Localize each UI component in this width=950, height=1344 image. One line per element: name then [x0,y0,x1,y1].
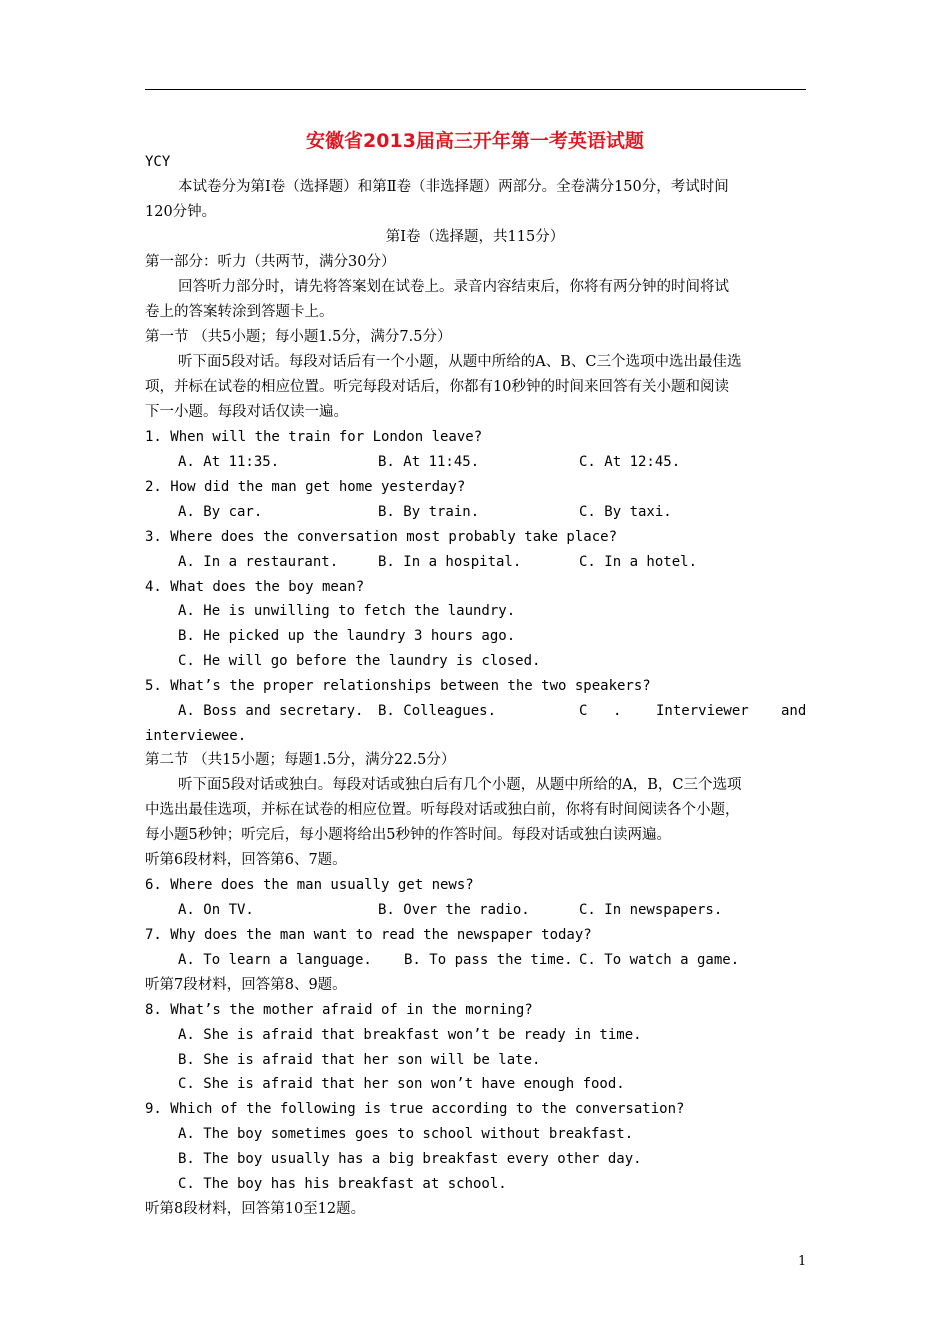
q3-stem: 3. Where does the conversation most probably take place? [145,529,618,545]
page-title: 安徽省2013届高三开年第一考英语试题 [306,130,644,152]
section1-heading: 第一节 （共5小题；每小题1.5分，满分7.5分） [145,329,452,345]
section2-instr-3: 每小题5秒钟；听完后，每小题将给出5秒钟的作答时间。每段对话或独白读两遍。 [145,827,671,843]
material6-heading: 听第6段材料，回答第6、7题。 [145,852,347,868]
q4-option-a: A. He is unwilling to fetch the laundry. [178,603,516,619]
listening-instr-2: 卷上的答案转涂到答题卡上。 [145,304,334,320]
q5-option-c-letter: C [579,703,588,719]
section1-instr-2: 项，并标在试卷的相应位置。听完每段对话后，你都有10秒钟的时间来回答有关小题和阅读 [145,379,729,395]
q7-option-c: C. To watch a game. [579,952,740,968]
intro-line-1: 本试卷分为第Ⅰ卷（选择题）和第Ⅱ卷（非选择题）两部分。全卷满分150分，考试时间 [178,179,729,195]
q8-option-b: B. She is afraid that her son will be late. [178,1052,541,1068]
q6-option-b: B. Over the radio. [378,902,530,918]
q5-option-b: B. Colleagues. [378,703,497,719]
q7-option-b: B. To pass the time. [404,952,573,968]
q2-option-c: C. By taxi. [579,504,672,520]
q1-stem: 1. When will the train for London leave? [145,429,483,445]
q5-option-c-dot: . [613,703,622,719]
header-rule [145,89,806,90]
q3-option-c: C. In a hotel. [579,554,698,570]
page-number: 1 [798,1254,807,1269]
q7-stem: 7. Why does the man want to read the newspaper today? [145,927,592,943]
q6-stem: 6. Where does the man usually get news? [145,877,474,893]
section1-instr-1: 听下面5段对话。每段对话后有一个小题，从题中所给的A、B、C三个选项中选出最佳选 [178,354,742,370]
q9-option-b: B. The boy usually has a big breakfast every other day. [178,1151,642,1167]
q3-option-a: A. In a restaurant. [178,554,339,570]
q5-option-c-cont: interviewee. [145,728,247,744]
q8-stem: 8. What’s the mother afraid of in the morning? [145,1002,533,1018]
q8-option-a: A. She is afraid that breakfast won’t be ready in time. [178,1027,642,1043]
q4-option-c: C. He will go before the laundry is closed. [178,653,541,669]
code-line: YCY [145,154,171,170]
q1-option-b: B. At 11:45. [378,454,480,470]
q1-option-c: C. At 12:45. [579,454,681,470]
part1-heading: 第Ⅰ卷（选择题，共115分） [385,229,565,245]
q4-stem: 4. What does the boy mean? [145,579,365,595]
q5-option-c-word1: Interviewer [656,703,749,719]
q2-stem: 2. How did the man get home yesterday? [145,479,466,495]
q5-option-a: A. Boss and secretary. [178,703,364,719]
q2-option-a: A. By car. [178,504,263,520]
listening-heading: 第一部分：听力（共两节，满分30分） [145,254,396,270]
q5-stem: 5. What’s the proper relationships between the two speakers? [145,678,651,694]
material8-heading: 听第8段材料，回答第10至12题。 [145,1201,366,1217]
q1-option-a: A. At 11:35. [178,454,280,470]
q5-option-c-word2: and [781,703,807,719]
section2-heading: 第二节 （共15小题；每题1.5分，满分22.5分） [145,752,456,768]
q2-option-b: B. By train. [378,504,480,520]
intro-line-2: 120分钟。 [145,204,217,220]
listening-instr-1: 回答听力部分时，请先将答案划在试卷上。录音内容结束后，你将有两分钟的时间将试 [178,279,729,295]
section2-instr-1: 听下面5段对话或独白。每段对话或独白后有几个小题，从题中所给的A，B，C三个选项 [178,777,742,793]
q6-option-a: A. On TV. [178,902,254,918]
q9-option-c: C. The boy has his breakfast at school. [178,1176,507,1192]
section1-instr-3: 下一小题。每段对话仅读一遍。 [145,404,348,420]
q4-option-b: B. He picked up the laundry 3 hours ago. [178,628,516,644]
q3-option-b: B. In a hospital. [378,554,522,570]
section2-instr-2: 中选出最佳选项，并标在试卷的相应位置。听每段对话或独白前，你将有时间阅读各个小题， [145,802,740,818]
q9-option-a: A. The boy sometimes goes to school without breakfast. [178,1126,634,1142]
q6-option-c: C. In newspapers. [579,902,723,918]
q7-option-a: A. To learn a language. [178,952,372,968]
q8-option-c: C. She is afraid that her son won’t have enough food. [178,1076,625,1092]
q9-stem: 9. Which of the following is true according to the conversation? [145,1101,685,1117]
material7-heading: 听第7段材料，回答第8、9题。 [145,977,347,993]
